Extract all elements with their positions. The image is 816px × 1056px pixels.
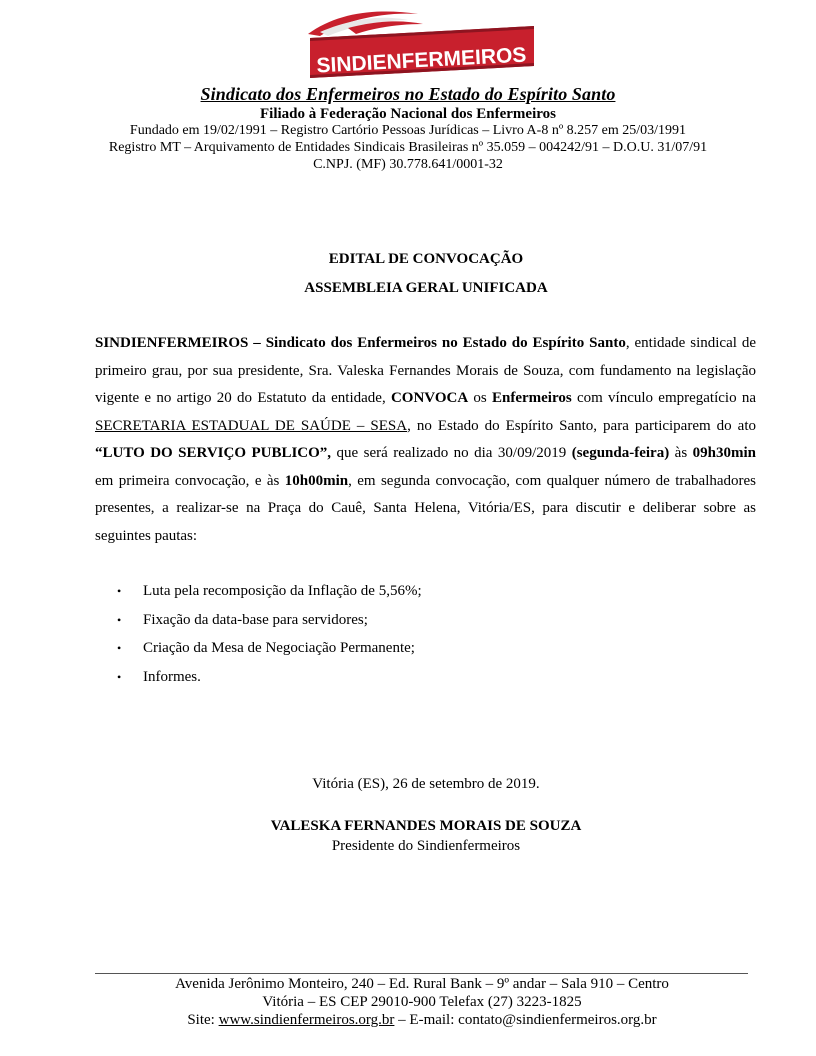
agenda-item-text: Informes. <box>143 668 201 685</box>
logo-text: SINDIENFERMEIROS <box>315 43 527 78</box>
bullet-icon: • <box>117 669 122 684</box>
convoca-emphasis: CONVOCA <box>390 390 469 406</box>
agenda-item-text: Criação da Mesa de Negociação Permanente; <box>143 640 415 656</box>
sindienfermeiros-logo <box>308 8 536 78</box>
agenda-list <box>117 577 422 691</box>
signatory-role: Presidente do Sindienfermeiros <box>331 838 521 854</box>
paragraph-text: que será realizado no dia 30/09/2019 <box>331 445 572 461</box>
agenda-item <box>117 606 422 635</box>
footer-divider <box>95 973 748 974</box>
email-label: – E-mail: <box>394 1012 459 1028</box>
site-link[interactable]: www.sindienfermeiros.org.br <box>218 1012 395 1028</box>
footer-contact <box>0 1012 816 1029</box>
bullet-icon: • <box>117 612 122 627</box>
document-title: EDITAL DE CONVOCAÇÃO <box>328 251 524 267</box>
signatory-name: VALESKA FERNANDES MORAIS DE SOUZA <box>270 818 582 834</box>
paragraph-text: em primeira convocação, e às <box>95 472 285 489</box>
registration-info: Registro MT – Arquivamento de Entidades Sindicais Brasileiras nº 35.059 – 004242/91 – D.O.U. 31/07/91 <box>108 140 708 155</box>
site-label: Site: <box>187 1012 219 1028</box>
cnpj-info: C.NPJ. (MF) 30.778.641/0001-32 <box>313 157 503 172</box>
paragraph-text: os <box>468 390 492 406</box>
agenda-item <box>117 577 422 606</box>
first-call-time: 09h30min <box>692 445 756 461</box>
agenda-item <box>117 634 422 663</box>
org-full-name: SINDIENFERMEIROS – Sindicato dos Enfermeiros no Estado do Espírito Santo <box>95 335 626 351</box>
weekday: (segunda-feira) <box>571 445 670 461</box>
agenda-item-text: Fixação da data-base para servidores; <box>143 611 368 628</box>
email-address[interactable]: contato@sindienfermeiros.org.br <box>458 1012 657 1028</box>
footer-city: Vitória – ES CEP 29010-900 Telefax (27) 3223-1825 <box>262 994 582 1010</box>
document-subtitle: ASSEMBLEIA GERAL UNIFICADA <box>304 280 548 296</box>
nurses-emphasis: Enfermeiros <box>492 390 572 406</box>
sesa-name: SECRETARIA ESTADUAL DE SAÚDE – SESA <box>95 417 408 434</box>
paragraph-text: , no Estado do Espírito Santo, para participarem do ato <box>407 417 756 434</box>
founded-info: Fundado em 19/02/1991 – Registro Cartório Pessoas Jurídicas – Livro A-8 nº 8.257 em 25/03/1991 <box>129 123 687 138</box>
footer-address: Avenida Jerônimo Monteiro, 240 – Ed. Rural Bank – 9º andar – Sala 910 – Centro <box>175 976 669 992</box>
paragraph-text: , em segunda convocação, com qualquer número de trabalhadores presentes, a realizar-se na Praça do Cauê, Santa Helena, Vitória/ES, para discutir e deliberar sobre as seguintes pautas: <box>95 472 757 544</box>
logo-graphic <box>308 8 536 78</box>
org-name: Sindicato dos Enfermeiros no Estado do Espírito Santo <box>200 84 616 104</box>
agenda-item-text: Luta pela recomposição da Inflação de 5,56%; <box>143 583 422 599</box>
bullet-icon: • <box>117 641 122 655</box>
affiliation: Filiado à Federação Nacional dos Enfermeiros <box>260 106 556 122</box>
agenda-item <box>117 663 422 692</box>
event-name: “LUTO DO SERVIÇO PUBLICO”, <box>95 445 332 461</box>
paragraph-text: às <box>669 445 693 461</box>
second-call-time: 10h00min <box>284 472 349 489</box>
paragraph-text: com vínculo empregatício na <box>571 390 756 406</box>
convocation-paragraph <box>95 330 756 550</box>
bullet-icon: • <box>117 584 122 598</box>
paragraph-text: , entidade sindical de primeiro grau, por sua presidente, Sra. Valeska Fernandes Morais de Souza, com fundamento na legislação vigente e no artigo 20 do Estatuto da entidade, <box>95 335 757 406</box>
date-line: Vitória (ES), 26 de setembro de 2019. <box>312 776 540 792</box>
